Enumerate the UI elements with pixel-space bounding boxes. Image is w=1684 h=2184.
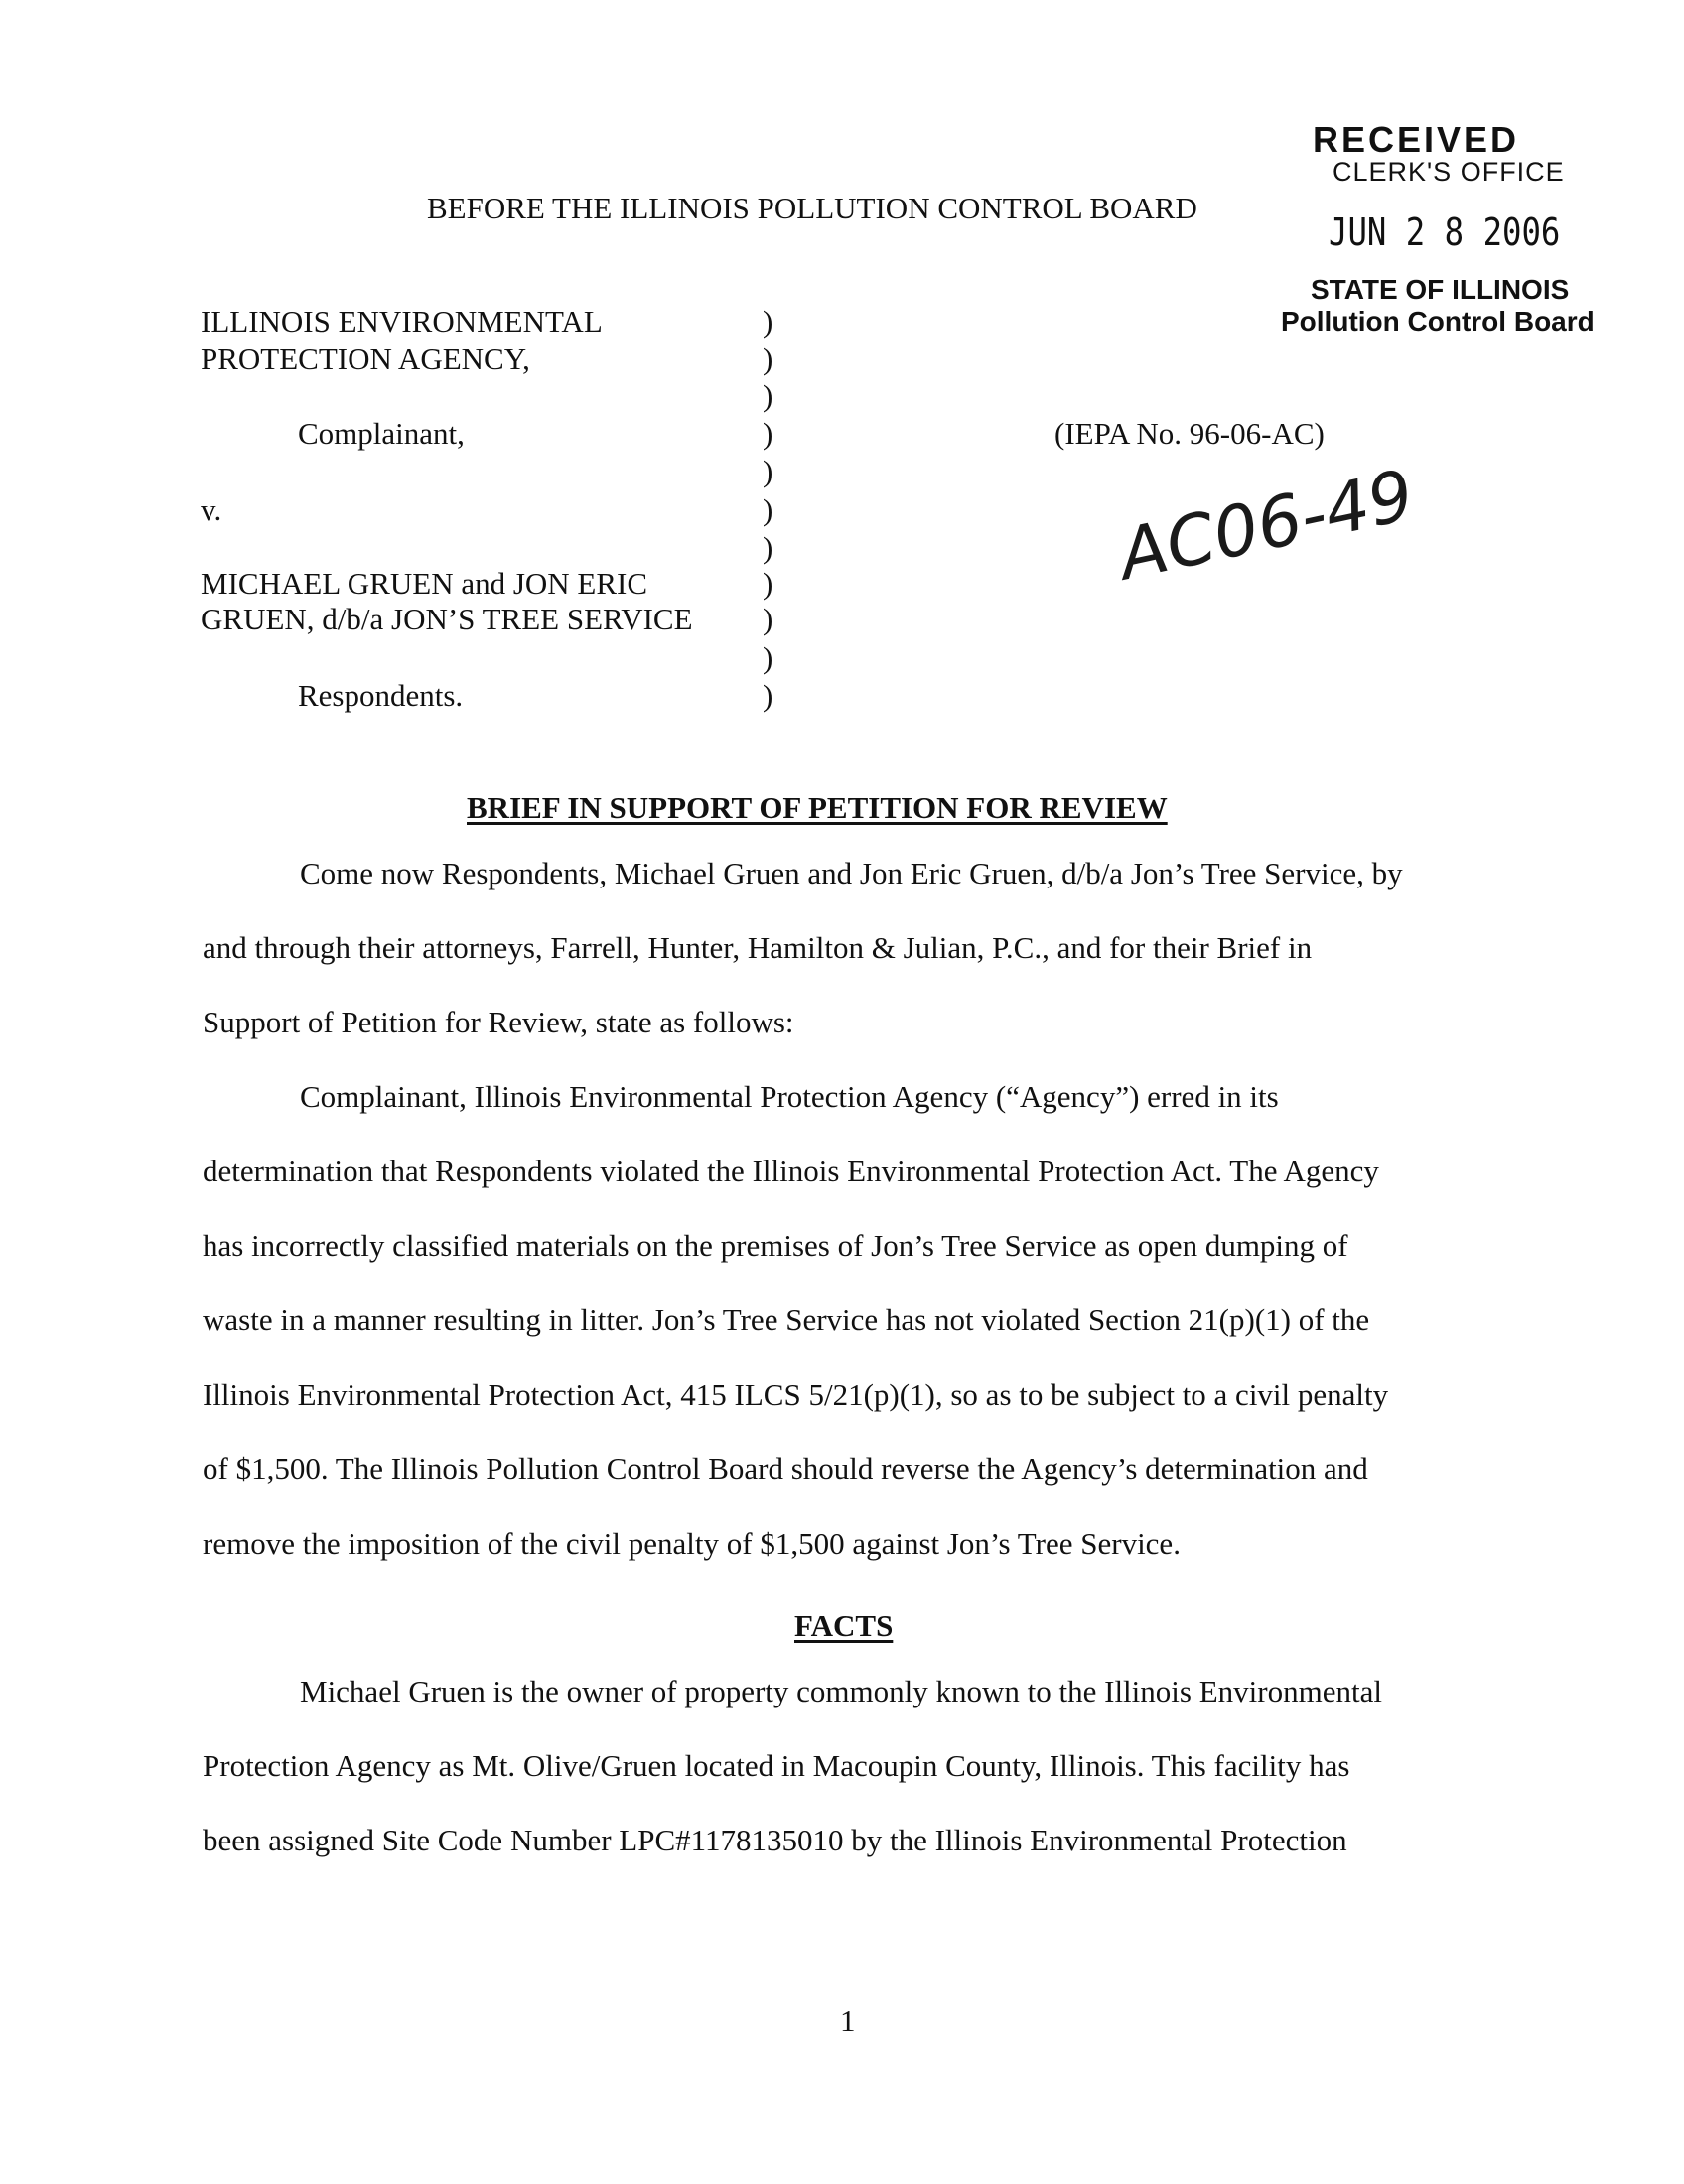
handwritten-docket-number: AC06-49 <box>1112 454 1421 597</box>
caption-paren: ) <box>763 416 773 451</box>
received-stamp-title: RECEIVED <box>1313 119 1520 160</box>
argument-line: of $1,500. The Illinois Pollution Control Board should reverse the Agency’s determination and <box>203 1451 1368 1486</box>
argument-line: waste in a manner resulting in litter. Jon’s Tree Service has not violated Section 21(p)(1) of the <box>203 1302 1370 1337</box>
received-stamp-state: STATE OF ILLINOIS <box>1311 274 1570 305</box>
caption-paren: ) <box>763 341 773 376</box>
page-number: 1 <box>840 2003 856 2038</box>
caption-paren: ) <box>763 378 773 413</box>
argument-line: determination that Respondents violated the Illinois Environmental Protection Act. The Agency <box>203 1154 1379 1188</box>
argument-line: has incorrectly classified materials on the premises of Jon’s Tree Service as open dumping of <box>203 1228 1348 1263</box>
respondent-name-line2: GRUEN, d/b/a JON’S TREE SERVICE <box>201 602 693 636</box>
caption-paren: ) <box>763 304 773 339</box>
case-number: (IEPA No. 96-06-AC) <box>1054 416 1325 451</box>
intro-line: Support of Petition for Review, state as follows: <box>203 1005 794 1039</box>
caption-paren: ) <box>763 678 773 713</box>
received-stamp-board: Pollution Control Board <box>1281 306 1595 337</box>
respondent-role: Respondents. <box>298 678 464 713</box>
caption-paren: ) <box>763 454 773 488</box>
facts-line: been assigned Site Code Number LPC#1178135010 by the Illinois Environmental Protection <box>203 1823 1347 1857</box>
facts-line: Michael Gruen is the owner of property commonly known to the Illinois Environmental <box>300 1674 1382 1708</box>
versus-label: v. <box>201 492 222 527</box>
caption-paren: ) <box>763 492 773 527</box>
complainant-role: Complainant, <box>298 416 465 451</box>
intro-line: Come now Respondents, Michael Gruen and Jon Eric Gruen, d/b/a Jon’s Tree Service, by <box>300 856 1403 890</box>
argument-line: Illinois Environmental Protection Act, 415 ILCS 5/21(p)(1), so as to be subject to a civil penalty <box>203 1377 1389 1412</box>
argument-line: remove the imposition of the civil penalty of $1,500 against Jon’s Tree Service. <box>203 1526 1181 1561</box>
received-stamp-date: JUN 2 8 2006 <box>1329 210 1561 254</box>
caption-paren: ) <box>763 530 773 565</box>
facts-heading: FACTS <box>794 1608 894 1643</box>
caption-paren: ) <box>763 602 773 636</box>
respondent-name-line1: MICHAEL GRUEN and JON ERIC <box>201 566 648 601</box>
caption-paren: ) <box>763 640 773 675</box>
document-title: BRIEF IN SUPPORT OF PETITION FOR REVIEW <box>467 790 1168 825</box>
complainant-name-line1: ILLINOIS ENVIRONMENTAL <box>201 304 603 339</box>
court-header: BEFORE THE ILLINOIS POLLUTION CONTROL BOARD <box>427 191 1197 225</box>
facts-line: Protection Agency as Mt. Olive/Gruen located in Macoupin County, Illinois. This facility has <box>203 1748 1350 1783</box>
received-stamp-office: CLERK'S OFFICE <box>1333 157 1565 187</box>
caption-paren: ) <box>763 566 773 601</box>
intro-line: and through their attorneys, Farrell, Hunter, Hamilton & Julian, P.C., and for their Brief in <box>203 930 1313 965</box>
argument-line: Complainant, Illinois Environmental Protection Agency (“Agency”) erred in its <box>300 1079 1279 1114</box>
complainant-name-line2: PROTECTION AGENCY, <box>201 341 530 376</box>
